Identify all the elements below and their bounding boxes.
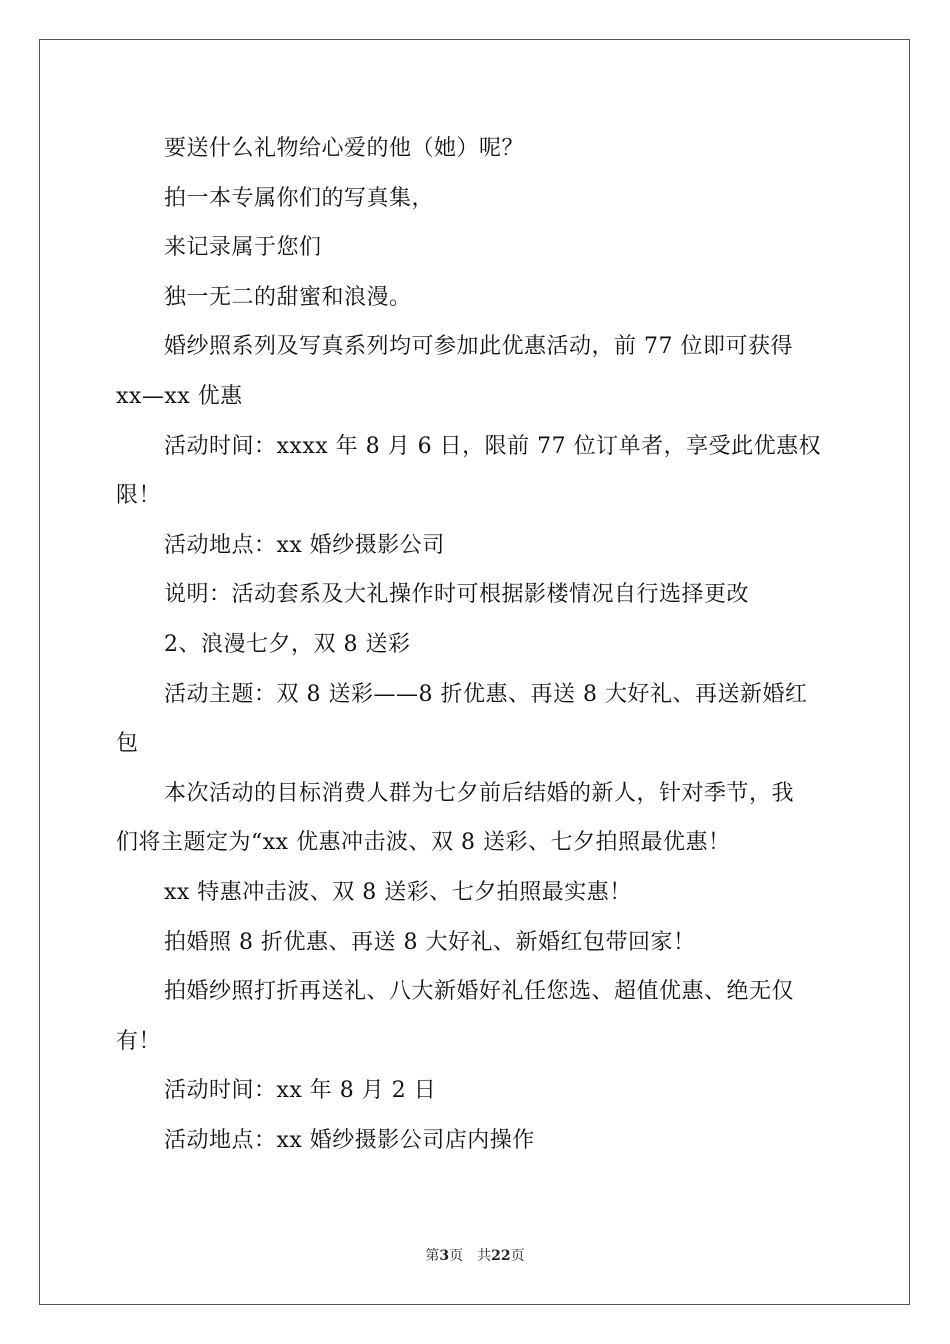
paragraph-line: 包 [116,731,139,757]
paragraph-line: 们将主题定为“xx 优惠冲击波、双 8 送彩、七夕拍照最优惠！ [116,830,731,856]
paragraph-line: xx—xx 优惠 [116,383,243,409]
paragraph-line: 独一无二的甜蜜和浪漫。 [164,284,412,310]
paragraph-line: 拍婚照 8 折优惠、再送 8 大好礼、新婚红包带回家！ [164,929,696,955]
paragraph-line: 有！ [116,1028,162,1054]
paragraph-line: 本次活动的目标消费人群为七夕前后结婚的新人，针对季节，我 [164,780,795,806]
paragraph-line: 活动地点：xx 婚纱摄影公司 [164,532,445,558]
paragraph-line: 活动时间：xxxx 年 8 月 6 日，限前 77 位订单者，享受此优惠权 [164,433,822,459]
paragraph-line: 拍婚纱照打折再送礼、八大新婚好礼任您选、超值优惠、绝无仅 [164,979,795,1005]
page-suffix: 页 [449,1248,464,1264]
total-prefix: 共 [477,1248,492,1264]
total-suffix: 页 [510,1248,525,1264]
page-prefix: 第 [425,1248,440,1264]
page-current: 3 [439,1248,450,1264]
paragraph-line: 要送什么礼物给心爱的他（她）呢？ [164,136,525,161]
paragraph-line: 来记录属于您们 [164,235,322,261]
paragraph-line: 婚纱照系列及写真系列均可参加此优惠活动，前 77 位即可获得 [164,334,793,360]
paragraph-line: xx 特惠冲击波、双 8 送彩、七夕拍照最实惠！ [164,879,632,905]
document-body [116,124,836,1165]
page-footer [0,1247,950,1265]
page-total: 22 [491,1248,511,1264]
paragraph-line: 拍一本专属你们的写真集， [164,185,435,211]
paragraph-line: 说明：活动套系及大礼操作时可根据影楼情况自行选择更改 [164,582,750,608]
paragraph-line: 活动时间：xx 年 8 月 2 日 [164,1078,437,1104]
paragraph-line: 限！ [116,483,162,509]
paragraph-line: 活动地点：xx 婚纱摄影公司店内操作 [164,1127,535,1153]
section-heading: 2、浪漫七夕，双 8 送彩 [164,631,411,657]
paragraph-line: 活动主题：双 8 送彩——8 折优惠、再送 8 大好礼、再送新婚红 [164,681,808,707]
